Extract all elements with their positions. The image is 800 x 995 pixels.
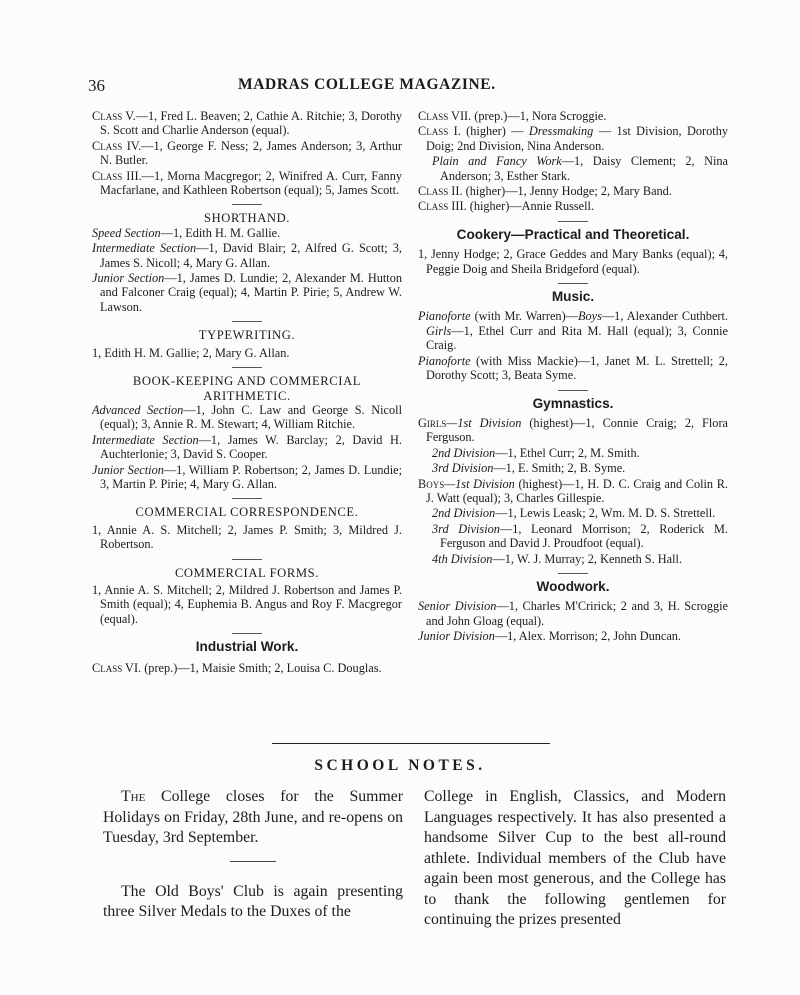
prize-entry: Class I. (higher) — Dressmaking — 1st Division, Dorothy Doig; 2nd Division, Nina Anderson. — [418, 124, 729, 153]
page-number: 36 — [88, 76, 105, 95]
divider — [558, 573, 588, 574]
prize-entry: Class III.—1, Morna Macgregor; 2, Winifred A. Curr, Fanny Macfarlane, and Kathleen Robertson (equal); 5, James Scott. — [92, 168, 402, 198]
section-heading-cookery: Cookery—Practical and Theoretical. — [456, 226, 690, 242]
school-notes-heading: SCHOOL NOTES. — [314, 757, 486, 774]
divider — [558, 283, 588, 284]
prize-entry: Class II. (higher)—1, Jenny Hodge; 2, Mary Band. — [418, 184, 672, 199]
prize-entry: 4th Division—1, W. J. Murray; 2, Kenneth S. Hall. — [432, 551, 683, 566]
prize-entry: 3rd Division—1, Leonard Morrison; 2, Roderick M. Ferguson and David J. Proudfoot (equal). — [432, 521, 728, 551]
prize-entry: Pianoforte (with Miss Mackie)—1, Janet M. L. Strettell; 2, Dorothy Scott; 3, Beata Syme. — [418, 353, 728, 383]
notes-paragraph: College in English, Classics, and Modern Languages respectively. It has also presented a handsome Silver Cup to the best all-round athlete. Individual members of the Club have again been most generous, and the College has to thank the following gentlemen for continuing the prizes presented — [424, 788, 726, 928]
section-heading-bookkeeping: BOOK-KEEPING AND COMMERCIAL ARITHMETIC. — [132, 374, 362, 403]
school-notes-right — [424, 787, 726, 931]
section-heading-shorthand: SHORTHAND. — [203, 211, 291, 226]
section-heading-music: Music. — [551, 289, 595, 305]
prize-entry: Class V.—1, Fred L. Beaven; 2, Cathie A. Ritchie; 3, Dorothy S. Scott and Charlie Anderson (equal). — [92, 109, 402, 138]
divider — [232, 559, 262, 560]
notes-paragraph: The College closes for the Summer Holidays on Friday, 28th June, and re-opens on Tuesday, 3rd September. — [103, 788, 403, 846]
prize-entry: Plain and Fancy Work—1, Daisy Clement; 2, Nina Anderson; 3, Esther Stark. — [432, 154, 728, 183]
section-divider — [272, 743, 550, 744]
divider — [232, 367, 262, 368]
prize-entry: 1, Annie A. S. Mitchell; 2, James P. Smith; 3, Mildred J. Robertson. — [92, 522, 402, 552]
divider — [232, 498, 262, 499]
left-column — [92, 109, 402, 676]
school-notes-left — [103, 787, 403, 923]
notes-paragraph: The Old Boys' Club is again presenting three Silver Medals to the Duxes of the — [103, 882, 403, 920]
section-heading-correspondence: COMMERCIAL CORRESPONDENCE. — [135, 505, 359, 520]
right-column — [418, 109, 728, 645]
prize-entry: 2nd Division—1, Lewis Leask; 2, Wm. M. D. S. Strettell. — [432, 506, 716, 521]
prize-entry: Class III. (higher)—Annie Russell. — [418, 199, 595, 214]
prize-entry: Pianoforte (with Mr. Warren)—Boys—1, Alexander Cuthbert. Girls—1, Ethel Curr and Rita M. Hall (equal); 3, Connie Craig. — [418, 309, 728, 353]
prize-entry: Junior Section—1, William P. Robertson; 2, James D. Lundie; 3, Martin P. Pirie; 4, Mary G. Allan. — [92, 462, 402, 491]
prize-entry: 1, Edith H. M. Gallie; 2, Mary G. Allan. — [92, 345, 290, 360]
prize-entry: Class VII. (prep.)—1, Nora Scroggie. — [418, 109, 607, 123]
prize-entry: 1, Annie A. S. Mitchell; 2, Mildred J. Robertson and James P. Smith (equal); 4, Euphemia B. Angus and Roy F. Macgregor (equal). — [92, 582, 402, 626]
section-heading-forms: COMMERCIAL FORMS. — [174, 565, 320, 580]
section-heading-industrial: Industrial Work. — [195, 639, 299, 655]
running-title: MADRAS COLLEGE MAGAZINE. — [238, 76, 496, 93]
divider — [232, 321, 262, 322]
divider — [232, 204, 262, 205]
divider — [558, 390, 588, 391]
section-heading-woodwork: Woodwork. — [536, 578, 610, 594]
prize-entry: Class VI. (prep.)—1, Maisie Smith; 2, Louisa C. Douglas. — [92, 660, 382, 675]
divider — [558, 221, 588, 222]
prize-entry: Advanced Section—1, John C. Law and George S. Nicoll (equal); 3, Annie R. M. Stewart; 4, William Ritchie. — [92, 402, 402, 432]
prize-entry: Senior Division—1, Charles M'Cririck; 2 and 3, H. Scroggie and John Gloag (equal). — [418, 599, 728, 628]
prize-entry: Intermediate Section—1, David Blair; 2, Alfred G. Scott; 3, James S. Nicoll; 4, Mary G. Allan. — [92, 241, 402, 270]
prize-entry: Class IV.—1, George F. Ness; 2, James Anderson; 3, Arthur N. Butler. — [92, 138, 402, 168]
page-header — [88, 76, 728, 100]
prize-entry: 2nd Division—1, Ethel Curr; 2, M. Smith. — [432, 445, 640, 460]
divider — [232, 633, 262, 634]
prize-entry: Speed Section—1, Edith H. M. Gallie. — [92, 225, 281, 240]
section-heading-gymnastics: Gymnastics. — [532, 395, 614, 411]
prize-entry: Boys—1st Division (highest)—1, H. D. C. Craig and Colin R. J. Watt (equal); 3, Charles Gillespie. — [418, 476, 728, 505]
section-heading-typewriting: TYPEWRITING. — [198, 328, 296, 343]
divider — [230, 861, 276, 862]
prize-entry: 1, Jenny Hodge; 2, Grace Geddes and Mary Banks (equal); 4, Peggie Doig and Sheila Bridgeford (equal). — [418, 247, 728, 276]
prize-entry: Girls—1st Division (highest)—1, Connie Craig; 2, Flora Ferguson. — [418, 415, 728, 445]
prize-entry: Junior Section—1, James D. Lundie; 2, Alexander M. Hutton and Falconer Craig (equal); 4, Martin P. Pirie; 5, Andrew W. Lawson. — [92, 271, 403, 314]
prize-entry: Intermediate Section—1, James W. Barclay; 2, David H. Auchterlonie; 3, David S. Cooper. — [92, 432, 402, 462]
prize-entry: 3rd Division—1, E. Smith; 2, B. Syme. — [432, 461, 626, 476]
prize-entry: Junior Division—1, Alex. Morrison; 2, John Duncan. — [418, 629, 682, 644]
